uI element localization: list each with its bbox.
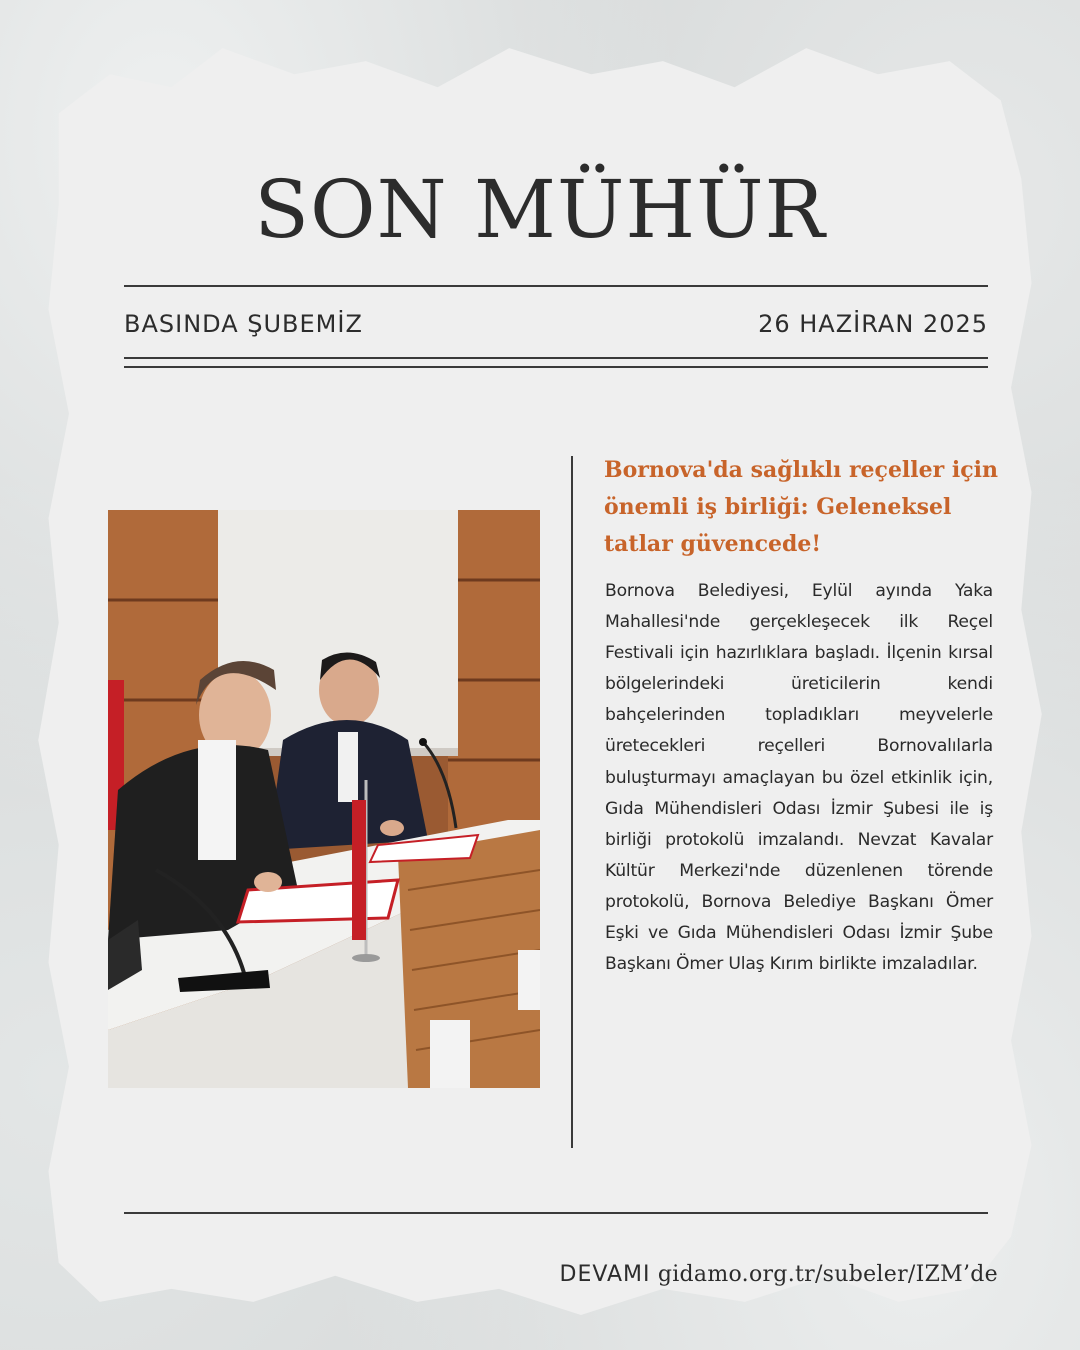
double-rule-lower <box>124 366 988 368</box>
column-divider <box>571 456 573 1148</box>
footer-url[interactable]: gidamo.org.tr/subeler/IZM’de <box>657 1262 998 1287</box>
section-label: BASINDA ŞUBEMİZ <box>124 310 363 338</box>
top-rule <box>124 285 988 287</box>
footer-rule <box>124 1212 988 1214</box>
footer-continue[interactable] <box>560 1258 999 1292</box>
article-headline: Bornova'da sağlıklı reçeller için önemli iş birliği: Geleneksel tatlar güvencede! <box>604 457 999 557</box>
footer-lead: DEVAMI <box>559 1262 651 1287</box>
article-photo <box>108 510 540 1088</box>
issue-date: 26 HAZİRAN 2025 <box>758 310 988 338</box>
masthead-title: SON MÜHÜR <box>254 163 826 256</box>
double-rule-upper <box>124 357 988 359</box>
article-body: Bornova Belediyesi, Eylül ayında Yaka Mahallesi'nde gerçekleşecek ilk Reçel Festivali için hazırlıklara başladı. İlçenin kırsal bölgelerindeki üreticilerin kendi bahçelerinden topladıkları meyvelerle üretecekleri reçelleri Bornovalılarla buluşturmayı amaçlayan bu özel etkinlik için, Gıda Mühendisleri Odası İzmir Şubesi ile iş birliği protokolü imzalandı. Nevzat Kavalar Kültür Merkezi'nde düzenlenen törende protokolü, Bornova Belediye Başkanı Ömer Eşki ve Gıda Mühendisleri Odası İzmir Şube Başkanı Ömer Ulaş Kırım birlikte imzaladılar. <box>605 581 993 975</box>
